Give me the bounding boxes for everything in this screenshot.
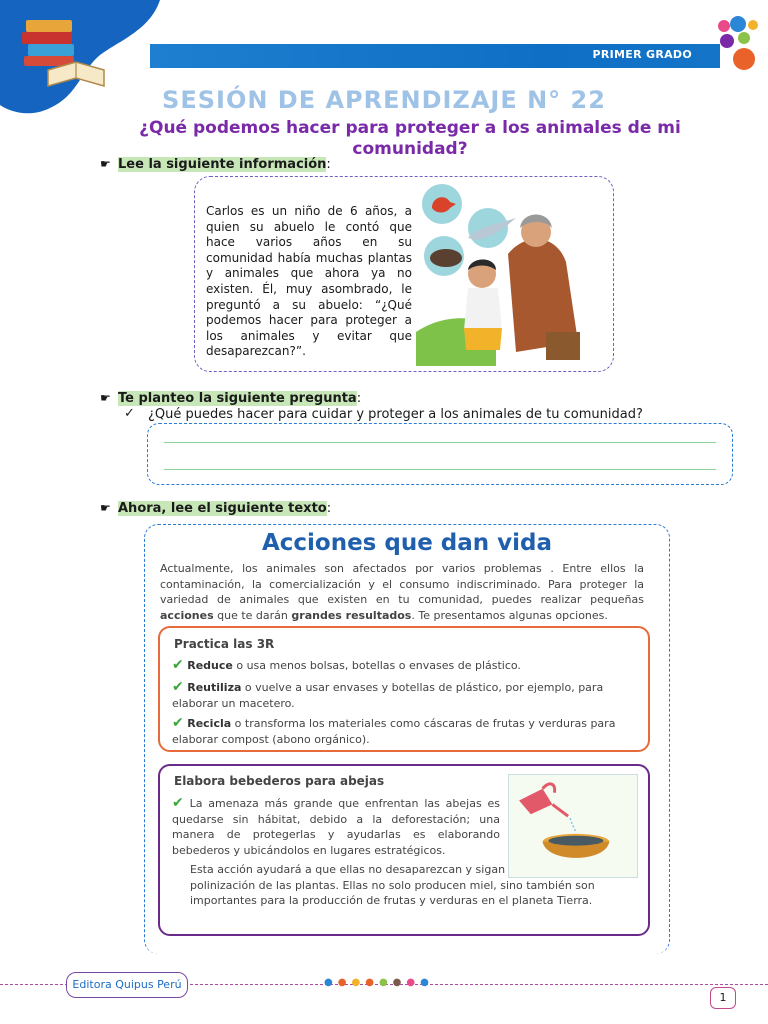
section-read-info: ☛ Lee la siguiente información: <box>100 157 331 172</box>
list-item: ✔ Reutiliza o vuelve a usar envases y botellas de plástico, por ejemplo, para elaborar un macetero. <box>172 679 604 710</box>
bees-paragraph-2: Esta acción ayudará a que ellas no desaparezcan y sigan encargándose de la polinización de las plantas. Ellas no solo producen miel, sino también son importantes para la producción de frutas y verduras en el planeta Tierra. <box>190 863 617 907</box>
pointing-hand-icon: ☛ <box>100 157 111 171</box>
section-question: ☛ Te planteo la siguiente pregunta: <box>100 391 362 406</box>
session-title: SESIÓN DE APRENDIZAJE N° 22 <box>162 86 606 114</box>
question-text: ¿Qué puedes hacer para cuidar y proteger a los animales de tu comunidad? <box>148 407 643 422</box>
check-icon: ✔ <box>172 715 184 731</box>
check-icon: ✔ <box>172 679 184 695</box>
page-number: 1 <box>710 987 736 1009</box>
pointing-hand-icon: ☛ <box>100 391 111 405</box>
watering-can-bowl-illustration <box>508 774 638 878</box>
list-item: ✔ Recicla o transforma los materiales como cáscaras de frutas y verduras para elaborar compost (abono orgánico). <box>172 715 616 746</box>
answer-line[interactable] <box>164 469 716 470</box>
section-read-text: ☛ Ahora, lee el siguiente texto: <box>100 501 332 516</box>
section-label: Ahora, lee el siguiente texto <box>118 501 327 516</box>
check-icon: ✔ <box>172 657 184 673</box>
session-subtitle: ¿Qué podemos hacer para proteger a los animales de mi comunidad? <box>139 118 681 159</box>
bees-title: Elabora bebederos para abejas <box>174 774 385 788</box>
card-intro: Actualmente, los animales son afectados por varios problemas . Entre ellos la contaminación, la comercialización y el consumo indiscriminado. Para proteger la variedad de animales que existen en tu comunidad, puedes realizar pequeñas acciones que te darán grandes resultados. Te presentamos algunas opciones. <box>160 562 644 622</box>
decor-dot-orange <box>733 48 755 70</box>
section-label: Lee la siguiente información <box>118 157 327 172</box>
books-icon <box>18 12 108 92</box>
check-icon: ✔ <box>172 795 184 811</box>
pointing-hand-icon: ☛ <box>100 501 111 515</box>
bees-paragraph: ✔ La amenaza más grande que enfrentan las abejas es quedarse sin hábitat, debido a la deforestación; una manera de protegerlas y ayudarlas es elaborando bebederos y ubicándolos en lugares estratégicos. <box>172 795 501 857</box>
decor-dot-pink <box>718 20 730 32</box>
answer-line[interactable] <box>164 442 716 443</box>
grade-label: PRIMER GRADO <box>592 48 692 61</box>
section-label: Te planteo la siguiente pregunta <box>118 391 357 406</box>
decor-dot-yellow <box>748 20 758 30</box>
footer-drops-decoration: ●●●●●●●● <box>324 977 434 988</box>
decor-dot-purple <box>720 34 734 48</box>
list-item: ✔ Reduce o usa menos bolsas, botellas o envases de plástico. <box>172 657 521 673</box>
decor-dot-blue <box>730 16 746 32</box>
decor-dot-green <box>738 32 750 44</box>
card-heading: Acciones que dan vida <box>261 530 553 556</box>
footer-brand: Editora Quipus Perú <box>66 972 188 998</box>
box-3r-title: Practica las 3R <box>174 637 275 651</box>
check-icon: ✓ <box>124 406 135 421</box>
answer-box[interactable] <box>147 423 733 485</box>
grandfather-child-illustration <box>416 182 592 366</box>
story-text: Carlos es un niño de 6 años, a quien su abuelo le contó que hace varios años en su comunidad había muchas plantas y animales que ahora ya no existen. Él, muy asombrado, le preguntó a su abuelo: “¿Qué podemos hacer para proteger a los animales y evitar que desaparezcan?”. <box>206 204 412 359</box>
